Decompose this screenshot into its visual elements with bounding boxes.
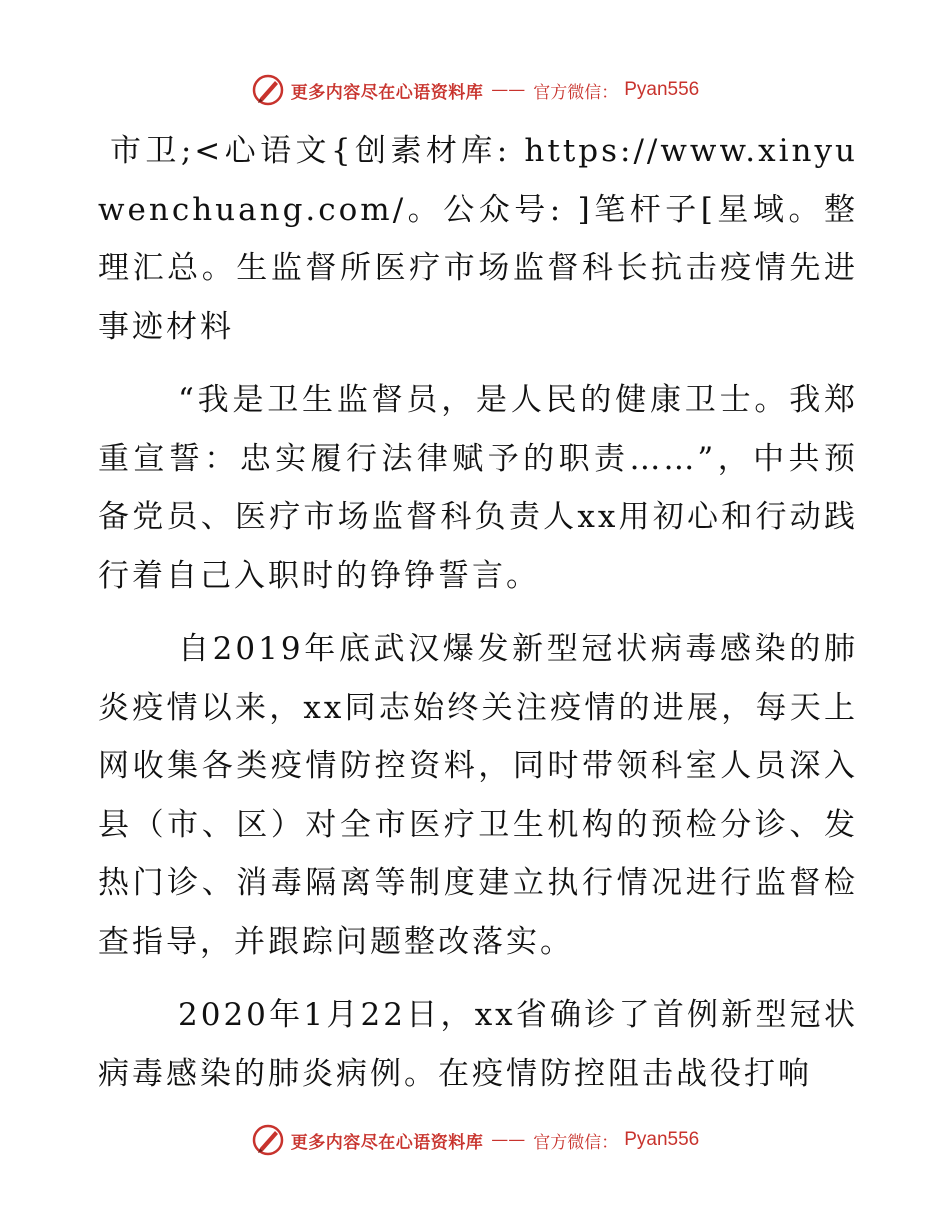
banner-dash: —— bbox=[491, 1130, 526, 1150]
document-body bbox=[98, 122, 858, 1118]
wechat-handle: Pyan556 bbox=[624, 1129, 700, 1150]
banner-dash: —— bbox=[491, 80, 526, 100]
wechat-label: 官方微信： bbox=[533, 82, 619, 103]
pen-logo-icon bbox=[251, 73, 285, 107]
paragraph-title: 市卫;<心语文{创素材库: https://www.xinyuwenchuang.com/。公众号: ]笔杆子[星域。整理汇总。生监督所医疗市场监督科长抗击疫情先进事迹材料 bbox=[98, 133, 858, 345]
promo-text: 更多内容尽在心语资料库 bbox=[290, 1132, 484, 1153]
footer-banner bbox=[0, 1120, 950, 1160]
pen-logo-icon bbox=[251, 1123, 285, 1157]
paragraph-outbreak: 自2019年底武汉爆发新型冠状病毒感染的肺炎疫情以来，xx同志始终关注疫情的进展，每天上网收集各类疫情防控资料，同时带领科室人员深入县（市、区）对全市医疗卫生机构的预检分诊、发热门诊、消毒隔离等制度建立执行情况进行监督检查指导，并跟踪问题整改落实。 bbox=[98, 631, 858, 960]
promo-text: 更多内容尽在心语资料库 bbox=[290, 82, 484, 103]
wechat-label: 官方微信： bbox=[533, 1132, 619, 1153]
header-banner bbox=[0, 70, 950, 110]
paragraph-oath: “我是卫生监督员，是人民的健康卫士。我郑重宣誓：忠实履行法律赋予的职责……”，中共预备党员、医疗市场监督科负责人xx用初心和行动践行着自己入职时的铮铮誓言。 bbox=[98, 382, 858, 594]
wechat-handle: Pyan556 bbox=[624, 79, 700, 100]
paragraph-first-case: 2020年1月22日，xx省确诊了首例新型冠状病毒感染的肺炎病例。在疫情防控阻击战役打响 bbox=[98, 997, 858, 1092]
